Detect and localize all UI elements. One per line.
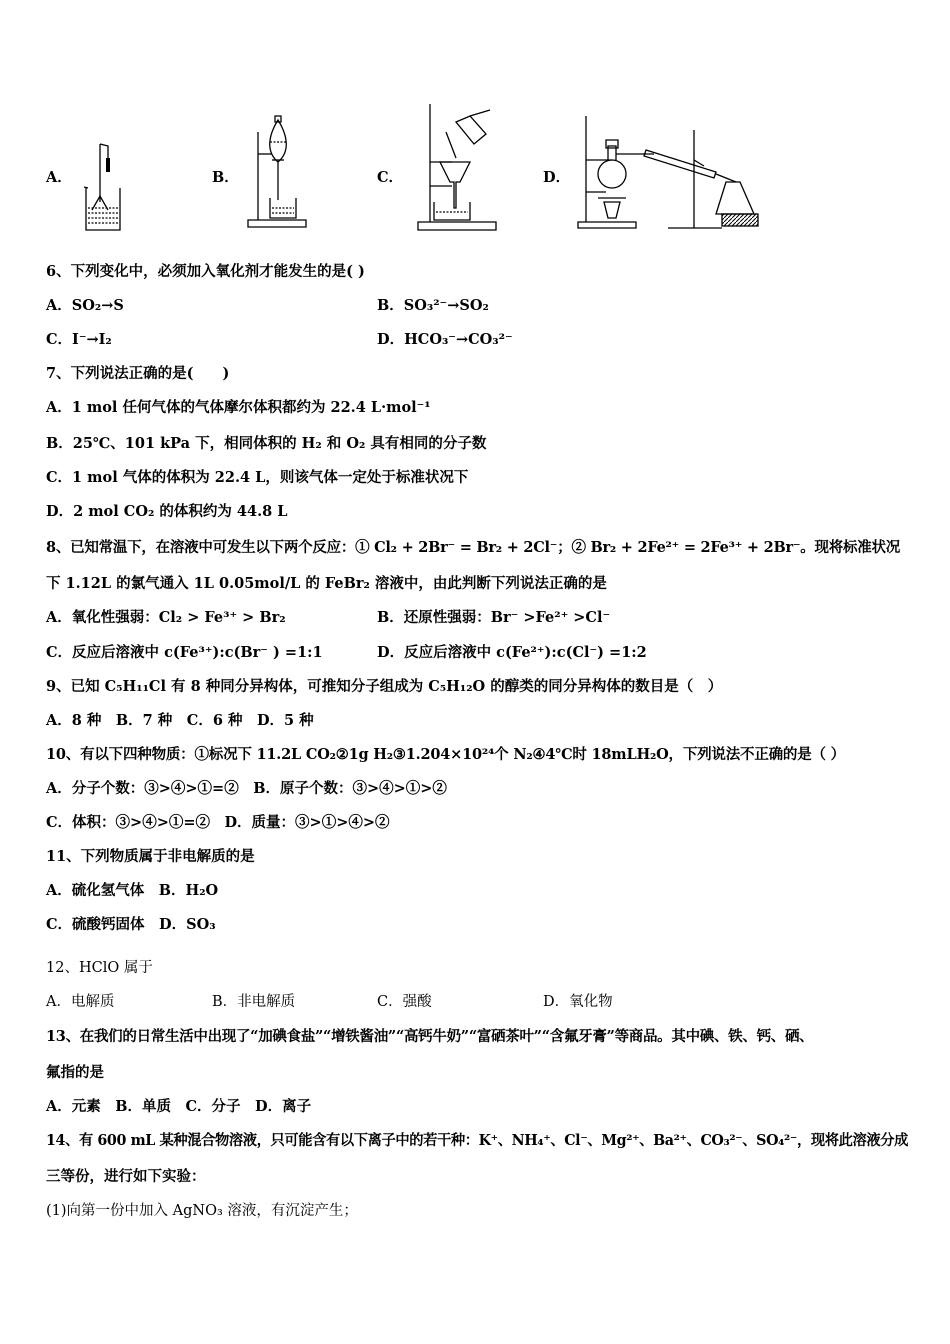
question-14-line-3: (1)向第一份中加入 AgNO₃ 溶液，有沉淀产生；	[46, 1203, 358, 1219]
apparatus-label-b: B．	[212, 169, 239, 186]
q6-option-d: D．HCO₃⁻→CO₃²⁻	[377, 331, 513, 348]
q10-options-ab: A．分子个数：③>④>①=② B．原子个数：③>④>①>②	[46, 780, 447, 797]
question-8-line-2: 下 1.12L 的氯气通入 1L 0.05mol/L 的 FeBr₂ 溶液中，由此判断下列说法正确的是	[46, 575, 607, 592]
question-8-line-1: 8、已知常温下，在溶液中可发生以下两个反应：① Cl₂ + 2Br⁻ = Br₂ + 2Cl⁻；② Br₂ + 2Fe²⁺ = 2Fe³⁺ + 2Br⁻。现将标准状况	[46, 539, 901, 556]
question-13-line-1: 13、在我们的日常生活中出现了“加碘食盐”“增铁酱油”“高钙牛奶”“富硒茶叶”“含氟牙膏”等商品。其中碘、铁、钙、硒、	[46, 1028, 814, 1045]
question-14-line-1: 14、有 600 mL 某种混合物溶液，只可能含有以下离子中的若干种：K⁺、NH₄⁺、Cl⁻、Mg²⁺、Ba²⁺、CO₃²⁻、SO₄²⁻，现将此溶液分成	[46, 1132, 908, 1149]
apparatus-label-a: A．	[46, 169, 72, 186]
q11-options-ab: A．硫化氢气体 B．H₂O	[46, 882, 219, 899]
question-9: 9、已知 C₅H₁₁Cl 有 8 种同分异构体，可推知分子组成为 C₅H₁₂O 的醇类的同分异构体的数目是（ ）	[46, 678, 723, 695]
apparatus-b-separatory-funnel-figure	[244, 112, 310, 232]
q6-option-a: A．SO₂→S	[46, 297, 124, 314]
q8-option-d: D．反应后溶液中 c(Fe²⁺):c(Cl⁻) =1:2	[377, 644, 647, 661]
q7-option-c: C．1 mol 气体的体积为 22.4 L，则该气体一定处于标准状况下	[46, 469, 469, 486]
q8-option-c: C．反应后溶液中 c(Fe³⁺):c(Br⁻ ) =1:1	[46, 644, 323, 661]
q13-options: A．元素 B．单质 C．分子 D．离子	[46, 1098, 312, 1115]
q12-option-d: D．氧化物	[543, 994, 613, 1010]
q9-options: A．8 种 B．7 种 C．6 种 D．5 种	[46, 712, 314, 729]
question-14-line-2: 三等份，进行如下实验：	[46, 1168, 206, 1185]
q11-options-cd: C．硫酸钙固体 D．SO₃	[46, 916, 216, 933]
question-11: 11、下列物质属于非电解质的是	[46, 848, 255, 865]
q12-option-b: B．非电解质	[212, 994, 296, 1010]
q7-option-a: A．1 mol 任何气体的气体摩尔体积都约为 22.4 L·mol⁻¹	[46, 399, 431, 416]
q8-option-b: B．还原性强弱：Br⁻ >Fe²⁺ >Cl⁻	[377, 609, 611, 626]
question-10: 10、有以下四种物质：①标况下 11.2L CO₂②1g H₂③1.204×10²⁴个 N₂④4℃时 18mLH₂O，下列说法不正确的是（ ）	[46, 746, 845, 763]
q8-option-a: A．氧化性强弱：Cl₂ > Fe³⁺ > Br₂	[46, 609, 286, 626]
question-13-line-2: 氟指的是	[46, 1064, 104, 1081]
q7-option-b: B．25℃、101 kPa 下，相同体积的 H₂ 和 O₂ 具有相同的分子数	[46, 435, 487, 452]
apparatus-c-filtration-figure	[410, 98, 505, 234]
q6-option-b: B．SO₃²⁻→SO₂	[377, 297, 489, 314]
q10-options-cd: C．体积：③>④>①=② D．质量：③>①>④>②	[46, 814, 390, 831]
q12-option-c: C．强酸	[377, 994, 432, 1010]
apparatus-a-beaker-figure	[78, 140, 128, 235]
apparatus-label-c: C．	[377, 169, 404, 186]
question-7: 7、下列说法正确的是( )	[46, 365, 230, 382]
apparatus-d-distillation-figure	[576, 110, 766, 234]
apparatus-label-d: D．	[543, 169, 571, 186]
q7-option-d: D．2 mol CO₂ 的体积约为 44.8 L	[46, 503, 288, 520]
question-6: 6、下列变化中，必须加入氧化剂才能发生的是( )	[46, 263, 365, 280]
question-12: 12、HClO 属于	[46, 960, 153, 976]
q12-option-a: A．电解质	[46, 994, 115, 1010]
q6-option-c: C．I⁻→I₂	[46, 331, 112, 348]
